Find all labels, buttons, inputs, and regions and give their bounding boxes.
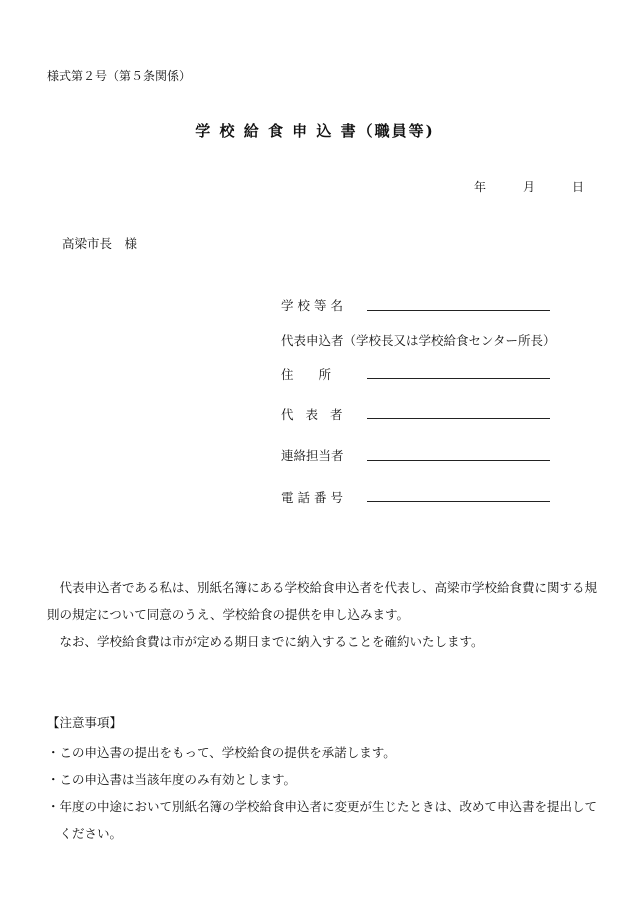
phone-number-field[interactable] [367, 501, 550, 502]
representative-note: 代表申込者（学校長又は学校給食センター所長） [281, 333, 556, 348]
address-field[interactable] [367, 378, 550, 379]
body-line-1: 代表申込者である私は、別紙名簿にある学校給食申込者を代表し、高梁市学校給食費に関する規 [47, 580, 598, 595]
notice-item-2: ・この申込書は当該年度のみ有効とします。 [47, 772, 297, 787]
school-name-label: 学校等名 [281, 298, 348, 313]
representative-label: 代 表 者 [281, 407, 347, 422]
notice-item-3-line-1: ・年度の中途において別紙名簿の学校給食申込者に変更が生じたときは、改めて申込書を提出して [47, 799, 598, 814]
date-month: 月 [523, 180, 536, 194]
date-day: 日 [572, 180, 585, 194]
notice-item-3-line-2: ください。 [47, 826, 123, 841]
contact-person-label: 連絡担当者 [281, 448, 344, 463]
school-name-field[interactable] [367, 310, 550, 311]
notice-item-1: ・この申込書の提出をもって、学校給食の提供を承諾します。 [47, 745, 396, 760]
address-label: 住 所 [281, 367, 332, 382]
body-line-2: 則の規定について同意のうえ、学校給食の提供を申し込みます。 [47, 607, 410, 622]
date-year: 年 [474, 180, 487, 194]
document-title: 学 校 給 食 申 込 書（職員等) [195, 122, 435, 140]
notice-heading: 【注意事項】 [47, 715, 123, 730]
form-number: 様式第２号（第５条関係） [47, 69, 192, 83]
phone-number-label: 電話番号 [281, 490, 348, 505]
body-line-3: なお、学校給食費は市が定める期日までに納入することを確約いたします。 [47, 634, 484, 649]
representative-field[interactable] [367, 418, 550, 419]
addressee: 高梁市長 様 [62, 236, 138, 251]
contact-person-field[interactable] [367, 460, 550, 461]
